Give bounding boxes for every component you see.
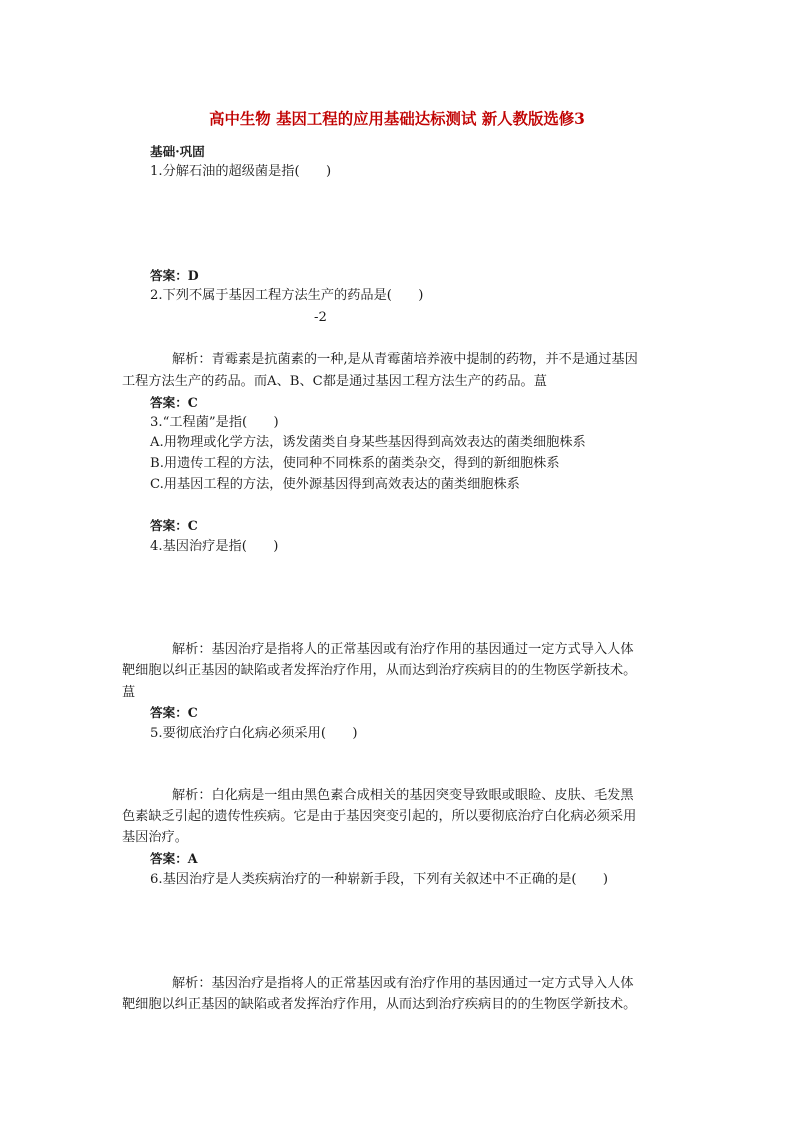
- question-3-option-c: C.用基因工程的方法，使外源基因得到高效表达的菌类细胞株系: [150, 477, 520, 492]
- page-title: 高中生物 基因工程的应用基础达标测试 新人教版选修3: [209, 110, 585, 128]
- section-label: 基础·巩固: [150, 144, 205, 159]
- question-4-analysis-line-1: 解析：基因治疗是指将人的正常基因或有治疗作用的基因通过一定方式导入人体: [172, 642, 634, 657]
- question-2-stem: 2.下列不属于基因工程方法生产的药品是( ): [150, 288, 424, 303]
- question-4-analysis-line-3: 蒀: [122, 685, 136, 700]
- question-2-analysis-line-2: 工程方法生产的药品。而A、B、C都是通过基因工程方法生产的药品。蒀: [122, 374, 547, 389]
- question-1-stem: 1.分解石油的超级菌是指( ): [150, 164, 332, 179]
- question-5-stem: 5.要彻底治疗白化病必须采用( ): [150, 726, 358, 741]
- question-4-answer: 答案：C: [150, 705, 198, 720]
- question-5-answer: 答案：A: [150, 851, 198, 866]
- question-5-analysis-line-2: 色素缺乏引起的遗传性疾病。它是由于基因突变引起的，所以要彻底治疗白化病必须采用: [122, 809, 637, 824]
- stray-text: -2: [314, 310, 327, 325]
- question-5-analysis-line-1: 解析：白化病是一组由黑色素合成相关的基因突变导致眼或眼睑、皮肤、毛发黑: [172, 788, 634, 803]
- question-3-option-a: A.用物理或化学方法，诱发菌类自身某些基因得到高效表达的菌类细胞株系: [150, 435, 586, 450]
- question-5-analysis-line-3: 基因治疗。: [122, 830, 188, 845]
- question-1-answer: 答案：D: [150, 268, 199, 283]
- question-3-option-b: B.用遗传工程的方法，使同种不同株系的菌类杂交，得到的新细胞株系: [150, 456, 560, 471]
- question-4-analysis-line-2: 靶细胞以纠正基因的缺陷或者发挥治疗作用，从而达到治疗疾病目的的生物医学新技术。: [122, 663, 637, 678]
- question-2-answer: 答案：C: [150, 395, 198, 410]
- question-2-analysis-line-1: 解析：青霉素是抗菌素的一种,是从青霉菌培养液中提制的药物，并不是通过基因: [172, 352, 638, 367]
- question-6-analysis-line-2: 靶细胞以纠正基因的缺陷或者发挥治疗作用，从而达到治疗疾病目的的生物医学新技术。: [122, 997, 637, 1012]
- question-4-stem: 4.基因治疗是指( ): [150, 539, 279, 554]
- question-3-stem: 3.“工程菌”是指( ): [150, 415, 279, 430]
- question-6-stem: 6.基因治疗是人类疾病治疗的一种崭新手段，下列有关叙述中不正确的是( ): [150, 872, 609, 887]
- question-6-analysis-line-1: 解析：基因治疗是指将人的正常基因或有治疗作用的基因通过一定方式导入人体: [172, 976, 634, 991]
- question-3-answer: 答案：C: [150, 518, 198, 533]
